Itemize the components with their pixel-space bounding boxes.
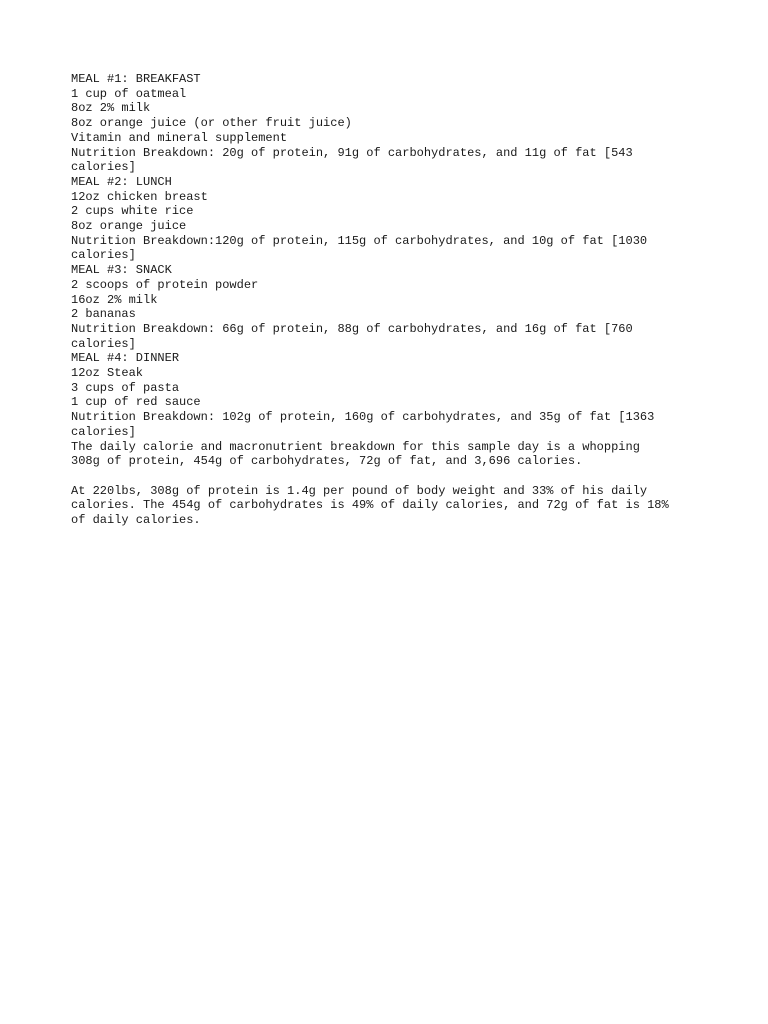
meal-item: 2 scoops of protein powder — [71, 277, 259, 292]
nutrition-breakdown-cont: calories] — [71, 160, 136, 175]
meal-section — [71, 351, 711, 439]
meal-item: Vitamin and mineral supplement — [71, 130, 288, 145]
closing-text: calories. The 454g of carbohydrates is 49% of daily calories, and 72g of fat is 18% — [71, 498, 669, 513]
closing-text: of daily calories. — [71, 513, 201, 528]
meal-item: 2 bananas — [71, 307, 136, 322]
meal-item: 8oz orange juice (or other fruit juice) — [71, 116, 352, 131]
nutrition-breakdown-cont: calories] — [71, 424, 136, 439]
nutrition-breakdown: Nutrition Breakdown: 102g of protein, 160g of carbohydrates, and 35g of fat [1363 — [71, 410, 655, 425]
meal-heading: MEAL #3: SNACK — [71, 263, 172, 278]
meal-item: 1 cup of oatmeal — [71, 86, 187, 101]
closing-text: At 220lbs, 308g of protein is 1.4g per pound of body weight and 33% of his daily — [71, 483, 648, 498]
paragraph-gap — [71, 469, 711, 484]
nutrition-breakdown-cont: calories] — [71, 248, 136, 263]
meal-heading: MEAL #4: DINNER — [71, 351, 180, 366]
meal-item: 3 cups of pasta — [71, 380, 180, 395]
meal-item: 1 cup of red sauce — [71, 395, 201, 410]
meal-item: 8oz 2% milk — [71, 101, 151, 116]
meal-section — [71, 263, 711, 351]
summary-text: The daily calorie and macronutrient breakdown for this sample day is a whopping — [71, 439, 640, 454]
nutrition-breakdown-cont: calories] — [71, 336, 136, 351]
nutrition-breakdown: Nutrition Breakdown:120g of protein, 115g of carbohydrates, and 10g of fat [1030 — [71, 233, 648, 248]
meal-item: 16oz 2% milk — [71, 292, 158, 307]
nutrition-breakdown: Nutrition Breakdown: 20g of protein, 91g of carbohydrates, and 11g of fat [543 — [71, 145, 633, 160]
summary-text: 308g of protein, 454g of carbohydrates, 72g of fat, and 3,696 calories. — [71, 454, 583, 469]
meal-item: 8oz orange juice — [71, 219, 187, 234]
meal-item: 12oz chicken breast — [71, 189, 208, 204]
closing-paragraph — [71, 484, 711, 528]
meal-item: 12oz Steak — [71, 366, 144, 381]
meal-heading: MEAL #1: BREAKFAST — [71, 72, 201, 86]
meal-item: 2 cups white rice — [71, 204, 194, 219]
meal-section — [71, 175, 711, 263]
meal-section — [71, 72, 711, 175]
meal-heading: MEAL #2: LUNCH — [71, 174, 172, 189]
document-body — [71, 72, 711, 528]
daily-summary — [71, 440, 711, 469]
nutrition-breakdown: Nutrition Breakdown: 66g of protein, 88g of carbohydrates, and 16g of fat [760 — [71, 321, 633, 336]
